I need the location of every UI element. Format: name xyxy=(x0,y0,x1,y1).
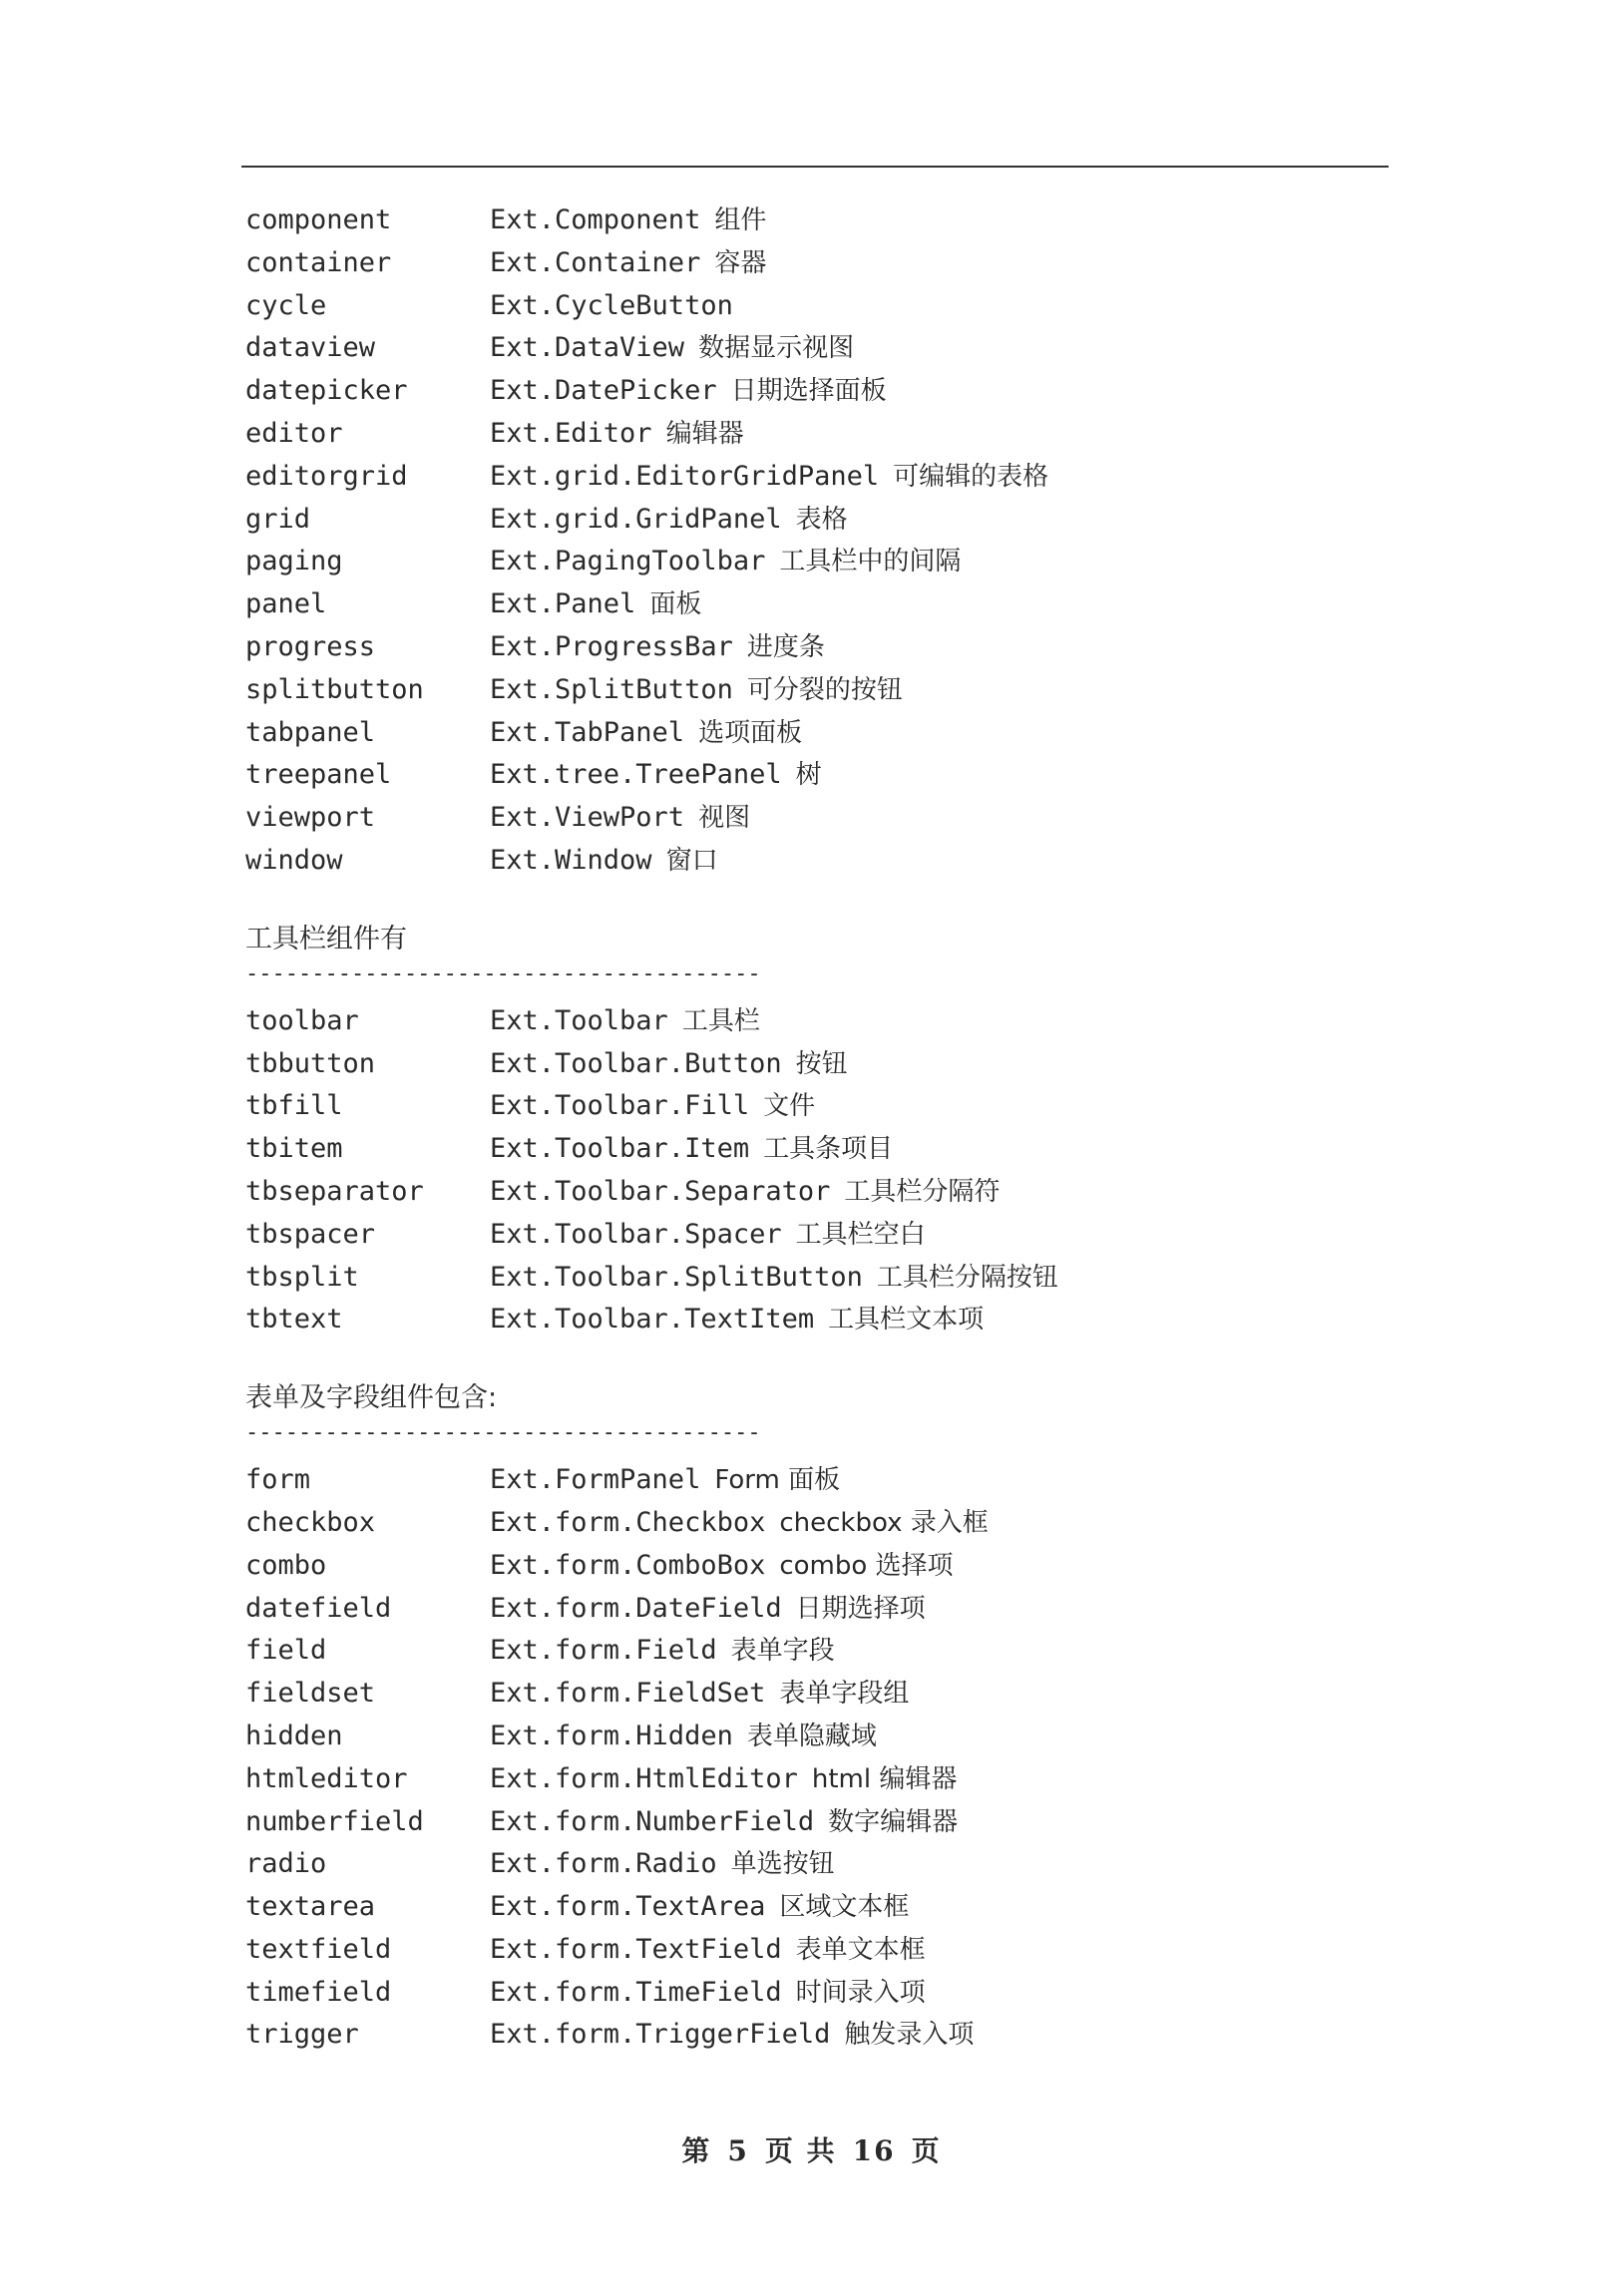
class-name: Ext.Toolbar.Item xyxy=(490,1133,750,1165)
list-item xyxy=(245,499,1383,542)
xtype-name: toolbar xyxy=(245,1004,359,1036)
class-name: Ext.ViewPort xyxy=(490,802,685,834)
list-item xyxy=(245,840,1383,883)
list-item xyxy=(245,1043,1383,1086)
description: 按钮 xyxy=(795,1048,848,1079)
class-name: Ext.Toolbar xyxy=(490,1004,668,1036)
xtype-name: progress xyxy=(245,630,376,662)
xtype-name: form xyxy=(245,1464,311,1496)
class-name: Ext.Panel xyxy=(490,588,636,620)
list-item xyxy=(245,669,1383,712)
xtype-name: component xyxy=(245,204,392,235)
description: 组件 xyxy=(714,205,767,235)
class-name: Ext.form.FieldSet xyxy=(490,1678,766,1710)
class-name: Ext.form.TriggerField xyxy=(490,2019,831,2051)
xtype-name: tabpanel xyxy=(245,716,376,748)
description: 可编辑的表格 xyxy=(893,461,1049,492)
class-name: Ext.Toolbar.Spacer xyxy=(490,1218,782,1250)
list-item xyxy=(245,1886,1383,1929)
description: 窗口 xyxy=(665,845,718,876)
list-item xyxy=(245,370,1383,413)
list-item xyxy=(245,285,1383,328)
page-number: 5 xyxy=(727,2134,749,2167)
class-name: Ext.DataView xyxy=(490,332,685,364)
toolbar-component-list xyxy=(245,1000,1383,1341)
description: 表单文本框 xyxy=(795,1934,926,1965)
xtype-name: datepicker xyxy=(245,375,408,407)
xtype-name: viewport xyxy=(245,802,376,834)
page-suffix: 页 xyxy=(911,2134,942,2167)
header-rule xyxy=(241,166,1389,168)
class-name: Ext.FormPanel xyxy=(490,1464,701,1496)
list-item xyxy=(245,1758,1383,1801)
xtype-name: tbsplit xyxy=(245,1261,359,1293)
description: 数据显示视图 xyxy=(698,333,855,364)
class-name: Ext.form.NumberField xyxy=(490,1805,815,1837)
description: combo 选择项 xyxy=(779,1550,954,1581)
xtype-name: splitbutton xyxy=(245,673,424,705)
xtype-name: timefield xyxy=(245,1976,392,2008)
list-item xyxy=(245,1214,1383,1257)
list-item xyxy=(245,626,1383,669)
xtype-name: htmleditor xyxy=(245,1762,408,1794)
class-name: Ext.form.DateField xyxy=(490,1592,782,1624)
xtype-name: datefield xyxy=(245,1592,392,1624)
xtype-name: panel xyxy=(245,588,327,620)
xtype-name: tbbutton xyxy=(245,1047,376,1079)
description: 时间录入项 xyxy=(795,1977,926,2008)
class-name: Ext.grid.GridPanel xyxy=(490,503,782,535)
xtype-name: tbitem xyxy=(245,1133,343,1165)
list-item xyxy=(245,754,1383,797)
page-total: 16 xyxy=(852,2134,896,2167)
class-name: Ext.Toolbar.Fill xyxy=(490,1090,750,1122)
class-name: Ext.Window xyxy=(490,844,652,876)
class-name: Ext.DatePicker xyxy=(490,375,717,407)
class-name: Ext.Toolbar.Separator xyxy=(490,1175,831,1207)
list-item xyxy=(245,712,1383,755)
list-item xyxy=(245,797,1383,840)
description: 触发录入项 xyxy=(844,2020,975,2051)
list-item xyxy=(245,1588,1383,1631)
xtype-name: tbtext xyxy=(245,1304,343,1336)
xtype-name: container xyxy=(245,246,392,278)
class-name: Ext.Toolbar.Button xyxy=(490,1047,782,1079)
xtype-name: tbfill xyxy=(245,1090,343,1122)
page-prefix: 第 xyxy=(681,2134,712,2167)
class-name: Ext.Editor xyxy=(490,417,652,449)
xtype-name: hidden xyxy=(245,1720,343,1751)
class-name: Ext.Component xyxy=(490,204,701,235)
description: 容器 xyxy=(714,247,767,278)
list-item xyxy=(245,2014,1383,2057)
list-item xyxy=(245,1257,1383,1300)
section-heading-form: 表单及字段组件包含: xyxy=(245,1382,498,1414)
xtype-name: field xyxy=(245,1635,327,1667)
xtype-name: checkbox xyxy=(245,1506,376,1538)
xtype-name: grid xyxy=(245,503,311,535)
xtype-name: paging xyxy=(245,546,343,577)
dashed-separator: --------------------------------------- xyxy=(245,960,761,986)
class-name: Ext.Toolbar.TextItem xyxy=(490,1304,815,1336)
description: 编辑器 xyxy=(665,418,744,449)
description: 表单隐藏域 xyxy=(746,1721,877,1751)
description: 单选按钮 xyxy=(730,1849,835,1880)
class-name: Ext.SplitButton xyxy=(490,673,733,705)
list-item xyxy=(245,1843,1383,1886)
description: 表格 xyxy=(795,504,848,535)
description: 可分裂的按钮 xyxy=(746,674,903,705)
class-name: Ext.TabPanel xyxy=(490,716,685,748)
class-name: Ext.Container xyxy=(490,246,701,278)
class-name: Ext.PagingToolbar xyxy=(490,546,766,577)
list-item xyxy=(245,1801,1383,1844)
class-name: Ext.form.TextArea xyxy=(490,1891,766,1923)
xtype-name: fieldset xyxy=(245,1678,376,1710)
list-item xyxy=(245,1929,1383,1972)
class-name: Ext.form.ComboBox xyxy=(490,1549,766,1581)
class-name: Ext.tree.TreePanel xyxy=(490,759,782,791)
description: 文件 xyxy=(763,1091,816,1122)
description: 工具栏空白 xyxy=(795,1219,926,1250)
form-component-list xyxy=(245,1459,1383,2057)
list-item xyxy=(245,1545,1383,1588)
description: 树 xyxy=(795,760,822,791)
description: 视图 xyxy=(698,803,751,834)
class-name: Ext.form.TextField xyxy=(490,1933,782,1965)
xtype-name: editorgrid xyxy=(245,460,408,492)
class-name: Ext.CycleButton xyxy=(490,289,733,321)
class-name: Ext.form.Radio xyxy=(490,1848,717,1880)
list-item xyxy=(245,1299,1383,1341)
description: 进度条 xyxy=(746,631,825,662)
xtype-name: tbspacer xyxy=(245,1218,376,1250)
description: 工具栏分隔按钮 xyxy=(876,1262,1058,1293)
xtype-name: cycle xyxy=(245,289,327,321)
list-item xyxy=(245,583,1383,626)
class-name: Ext.grid.EditorGridPanel xyxy=(490,460,880,492)
xtype-name: dataview xyxy=(245,332,376,364)
class-name: Ext.form.HtmlEditor xyxy=(490,1762,798,1794)
description: 工具栏分隔符 xyxy=(844,1176,1001,1207)
list-item xyxy=(245,1716,1383,1758)
list-item xyxy=(245,1502,1383,1545)
xtype-name: trigger xyxy=(245,2019,359,2051)
class-name: Ext.form.Hidden xyxy=(490,1720,733,1751)
description: 日期选择面板 xyxy=(730,376,887,407)
list-item xyxy=(245,327,1383,370)
list-item xyxy=(245,1972,1383,2015)
list-item xyxy=(245,1085,1383,1128)
list-item xyxy=(245,199,1383,242)
xtype-name: editor xyxy=(245,417,343,449)
list-item xyxy=(245,1630,1383,1673)
class-name: Ext.form.Field xyxy=(490,1635,717,1667)
description: 工具栏 xyxy=(681,1005,760,1036)
description: 选项面板 xyxy=(698,717,803,748)
list-item xyxy=(245,1128,1383,1171)
description: 表单字段组 xyxy=(779,1679,910,1710)
description: Form 面板 xyxy=(714,1465,841,1496)
xtype-name: combo xyxy=(245,1549,327,1581)
description: checkbox 录入框 xyxy=(779,1507,989,1538)
description: 工具栏中的间隔 xyxy=(779,547,962,577)
description: 日期选择项 xyxy=(795,1593,926,1624)
class-name: Ext.form.TimeField xyxy=(490,1976,782,2008)
class-name: Ext.form.Checkbox xyxy=(490,1506,766,1538)
xtype-name: numberfield xyxy=(245,1805,424,1837)
class-name: Ext.ProgressBar xyxy=(490,630,733,662)
xtype-name: radio xyxy=(245,1848,327,1880)
class-name: Ext.Toolbar.SplitButton xyxy=(490,1261,863,1293)
list-item xyxy=(245,413,1383,456)
xtype-name: tbseparator xyxy=(245,1175,424,1207)
list-item xyxy=(245,456,1383,499)
page-middle: 页 共 xyxy=(764,2134,837,2167)
dashed-separator: --------------------------------------- xyxy=(245,1420,761,1446)
list-item xyxy=(245,1673,1383,1716)
description: 区域文本框 xyxy=(779,1892,910,1923)
xtype-name: textarea xyxy=(245,1891,376,1923)
description: 表单字段 xyxy=(730,1636,835,1667)
description: 面板 xyxy=(649,589,702,620)
section-heading-toolbar: 工具栏组件有 xyxy=(245,923,407,955)
xtype-name: textfield xyxy=(245,1933,392,1965)
document-body xyxy=(245,199,1383,2057)
page-footer xyxy=(0,2129,1623,2169)
description: 工具条项目 xyxy=(763,1134,894,1165)
list-item xyxy=(245,541,1383,583)
list-item xyxy=(245,1459,1383,1502)
description: 数字编辑器 xyxy=(828,1806,959,1837)
component-list xyxy=(245,199,1383,883)
xtype-name: treepanel xyxy=(245,759,392,791)
xtype-name: window xyxy=(245,844,343,876)
list-item xyxy=(245,1000,1383,1043)
list-item xyxy=(245,1171,1383,1214)
list-item xyxy=(245,242,1383,285)
description: html 编辑器 xyxy=(811,1763,958,1794)
description: 工具栏文本项 xyxy=(828,1305,985,1336)
